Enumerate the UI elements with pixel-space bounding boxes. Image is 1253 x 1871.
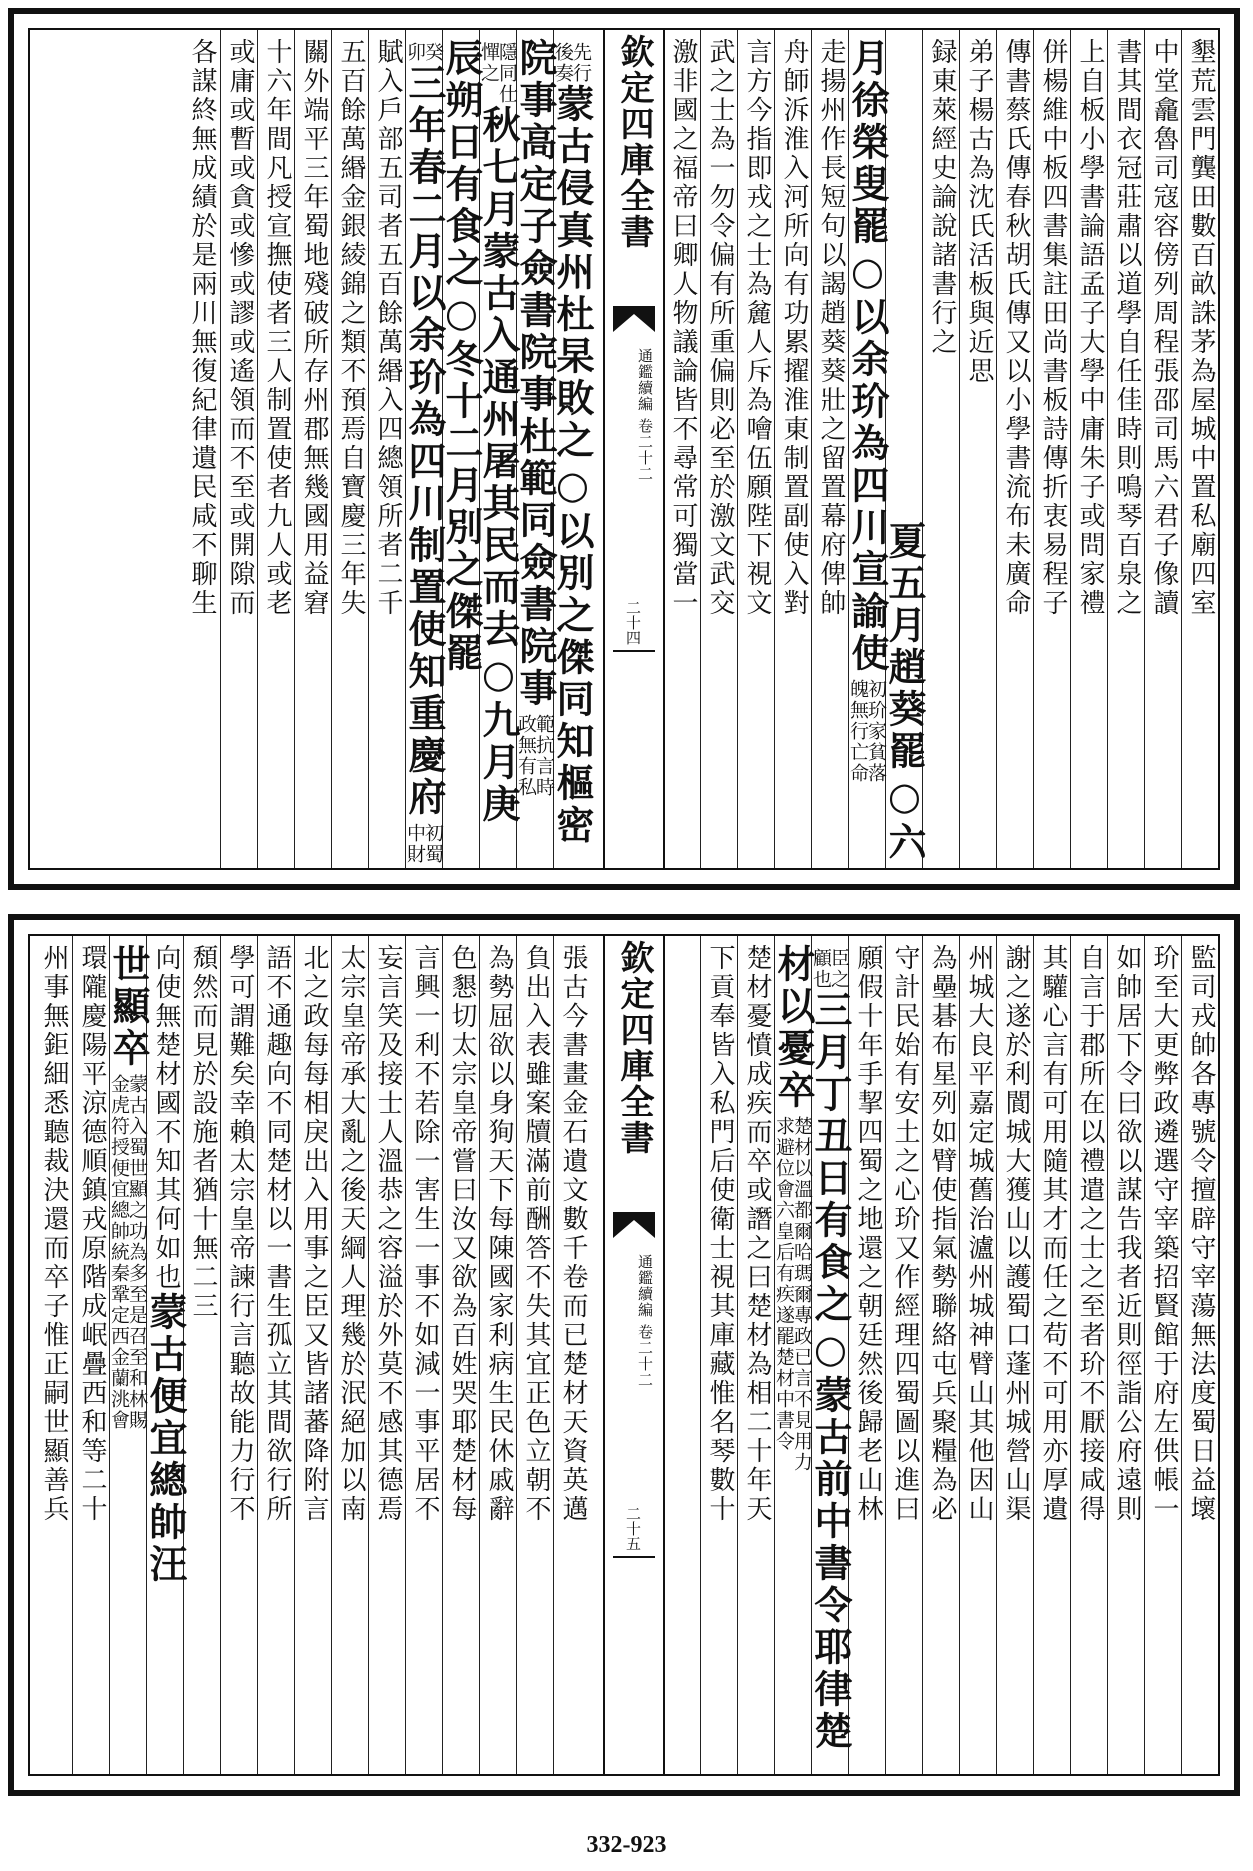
text-column: 謝之遂於利閬城大獲山以護蜀口蓬州城營山渠 — [996, 936, 1033, 1774]
top-page — [8, 8, 1240, 890]
text-column: 關外端平三年蜀地殘破所存州郡無幾國用益窘 — [294, 30, 331, 868]
annotation-note: 先行 後奏 — [552, 42, 592, 84]
text-column: 頹然而見於設施者猶十無二三 — [183, 936, 220, 1774]
text-column: 走揚州作長短句以謁趙葵葵壯之留置幕府俾帥 — [811, 30, 848, 868]
text-column: 弟子楊古為沈氏活板與近思 — [959, 30, 996, 868]
text-column: 環隴慶陽平涼德順鎮戎原階成岷疊西和等二十 — [72, 936, 109, 1774]
text-column: 武之士為一勿令偏有所重偏則必至於激文武交 — [700, 30, 737, 868]
text-column: 言興一利不若除一害生一事不如減一事平居不 — [405, 936, 442, 1774]
annotation-note: 初玠家貧落 魄無行亡命 — [847, 679, 887, 784]
text-column: 十六年間凡授宣撫使者三人制置使者九人或老 — [257, 30, 294, 868]
spine-title: 欽定四庫全書 — [614, 940, 654, 1156]
text-column: 言方今指即戎之士為麄人斥為噲伍願陛下視文 — [737, 30, 774, 868]
spine-title: 欽定四庫全書 — [614, 34, 654, 250]
text-column: 語不通趣向不同楚材以一書生孤立其間欲行所 — [257, 936, 294, 1774]
entry-heading: 辰朔日有食之○冬十二月別之傑罷 — [439, 38, 484, 675]
text-column: 北之政每每相戾出入用事之臣又皆諸蕃降附言 — [294, 936, 331, 1774]
fishtail-icon — [613, 1212, 655, 1238]
spine-volume: 通鑑續編 卷二十二 — [636, 348, 654, 482]
annotation-note: 楚材以溫都爾哈瑪爾專政已言不見用力 求避位會六皇后有疾遂罷楚材中書令 — [773, 1116, 813, 1473]
heading-column — [476, 30, 521, 868]
text-column: 或庸或暫或貪或慘或謬或遙領而不至或開隙而 — [220, 30, 257, 868]
entry-heading: 蒙古侵真州杜杲敗之○以別之傑同知樞密 — [550, 84, 595, 847]
text-column: 傳書蔡氏傳春秋胡氏傳又以小學書流布未廣命 — [996, 30, 1033, 868]
text-column: 為勢屈欲以身狥天下每陳國家利病生民休戚辭 — [479, 936, 516, 1774]
entry-heading: 秋七月蒙古入通州屠其民而去○九月庚 — [476, 105, 521, 826]
annotation-note: 癸 卯 — [404, 42, 444, 63]
entry-heading: 院事高定子僉書院事杜範同僉書院事 — [513, 38, 558, 710]
entry-heading: 三年春二月以余玠為四川制置使知重慶府 — [402, 63, 447, 819]
text-column: 自言于郡所在以禮遣之士之至者玠不厭接咸得 — [1070, 936, 1107, 1774]
text-column: 其驩心言有可用隨其才而任之苟不可用亦厚遺 — [1033, 936, 1070, 1774]
annotation-note: 初蜀 中財 — [404, 823, 444, 865]
text-column: 併楊維中板四書集註田尚書板詩傳折衷易程子 — [1033, 30, 1070, 868]
spine-page-number: 二十五 — [624, 1506, 642, 1551]
text-column: 書其間衣冠莊肅以道學自任佳時則鳴琴百泉之 — [1107, 30, 1144, 868]
entry-heading: 夏五月趙葵罷○六 — [882, 521, 927, 864]
fishtail-icon — [613, 306, 655, 332]
entry-heading: 月徐榮叟罷○以余玠為四川宣諭使 — [845, 38, 890, 675]
text-column: 願假十年手挈四蜀之地還之朝廷然後歸老山林 — [848, 936, 885, 1774]
top-page-frame — [28, 28, 1220, 870]
entry-heading: 蒙古便宜總帥汪 — [143, 1292, 188, 1586]
text-column: 負出入表雖案牘滿前酬答不失其宜正色立朝不 — [516, 936, 553, 1774]
text-column: 楚材憂憤成疾而卒或譖之曰楚材為相二十年天 — [737, 936, 774, 1774]
page-number-footer: 332-923 — [586, 1832, 667, 1858]
text-column: 州事無鉅細悉聽裁決還而卒子惟正嗣世顯善兵 — [39, 944, 69, 1524]
heading-column — [808, 936, 853, 1774]
heading-column — [439, 30, 484, 868]
heading-column: 向使無楚材國不知其何如也 蒙古便宜總帥汪 — [146, 936, 183, 1774]
heading-column — [402, 30, 447, 868]
heading-column — [106, 936, 151, 1774]
bottom-page-frame — [28, 934, 1220, 1776]
text-column: 太宗皇帝承大亂之後天綱人理幾於泯絕加以南 — [331, 936, 368, 1774]
text-column: 玠至大更弊政遴選守宰築招賢館于府左供帳一 — [1144, 936, 1181, 1774]
text-column: 各謀終無成績於是兩川無復紀律遺民咸不聊生 — [187, 38, 217, 618]
text-column: 墾荒雲門龔田數百畝誅茅為屋城中置私廟四室 — [1181, 30, 1218, 868]
text-column: 妄言笑及接士人溫恭之容溢於外莫不感其德焉 — [368, 936, 405, 1774]
heading-column — [882, 30, 927, 868]
spine-page-number: 二十四 — [624, 600, 642, 645]
text-column: 上自板小學書論語孟子大學中庸朱子或問家禮 — [1070, 30, 1107, 868]
entry-heading: 三月丁丑日有食之○蒙古前中書令耶律楚 — [808, 990, 853, 1753]
heading-column — [513, 30, 558, 868]
spine-volume: 通鑑續編 卷二十二 — [636, 1254, 654, 1388]
annotation-note: 蒙古入蜀世顯之功為多至是召至和林賜 金虎符授便宜總帥統秦鞏定西金蘭洮會 — [108, 1074, 148, 1431]
text-column: 色懇切太宗皇帝嘗曰汝又欲為百姓哭耶楚材每 — [442, 936, 479, 1774]
text-column: 守計民始有安土之心玠又作經理四蜀圖以進曰 — [885, 936, 922, 1774]
entry-heading: 世顯卒 — [106, 944, 151, 1070]
text-column: 激非國之福帝曰卿人物議論皆不尋常可獨當一 — [663, 30, 700, 868]
annotation-note: 臣之 顧也 — [810, 948, 850, 990]
text-column: 學可謂難矣幸賴太宗皇帝諫行言聽故能力行不 — [220, 936, 257, 1774]
text-column: 賦入戶部五司者五百餘萬緡入四總領所者二千 — [368, 30, 405, 868]
bottom-spine — [603, 936, 665, 1774]
bottom-left-half — [30, 936, 590, 1774]
text-column: 下貢奉皆入私門后使衛士視其庫藏惟名琴數十 — [700, 936, 737, 1774]
text-column: 州城大良平嘉定城舊治瀘州城神臂山其他因山 — [959, 936, 996, 1774]
text-column: 如帥居下令曰欲以謀告我者近則徑詣公府遠則 — [1107, 936, 1144, 1774]
text-column: 五百餘萬緡金銀綾錦之類不預焉自寶慶三年失 — [331, 30, 368, 868]
bottom-page — [8, 914, 1240, 1796]
spine-divider — [613, 650, 655, 652]
text-column: 録東萊經史論說諸書行之 — [922, 30, 959, 868]
heading-column — [771, 936, 816, 1774]
text-column: 張古今書畫金石遺文數千卷而已楚材天資英邁 — [553, 936, 590, 1774]
entry-heading: 材以憂卒 — [771, 944, 816, 1112]
annotation-note: 範抗言時 政無有私 — [515, 714, 555, 798]
top-spine — [603, 30, 665, 868]
heading-column — [845, 30, 890, 868]
text-column: 中堂龕魯司寇容傍列周程張邵司馬六君子像讀 — [1144, 30, 1181, 868]
text-column: 為壘碁布星列如臂使指氣勢聯絡屯兵聚糧為必 — [922, 936, 959, 1774]
spine-divider — [613, 1556, 655, 1558]
text-column: 監司戎帥各專號令擅辟守宰蕩無法度蜀日益壞 — [1181, 936, 1218, 1774]
text-column: 舟師泝淮入河所向有功累擢淮東制置副使入對 — [774, 30, 811, 868]
bottom-right-half — [663, 936, 1218, 1774]
top-left-half — [30, 30, 595, 868]
heading-column — [550, 30, 595, 868]
annotation-note: 隱同仕 憚之 — [478, 42, 518, 105]
top-right-half — [663, 30, 1218, 868]
